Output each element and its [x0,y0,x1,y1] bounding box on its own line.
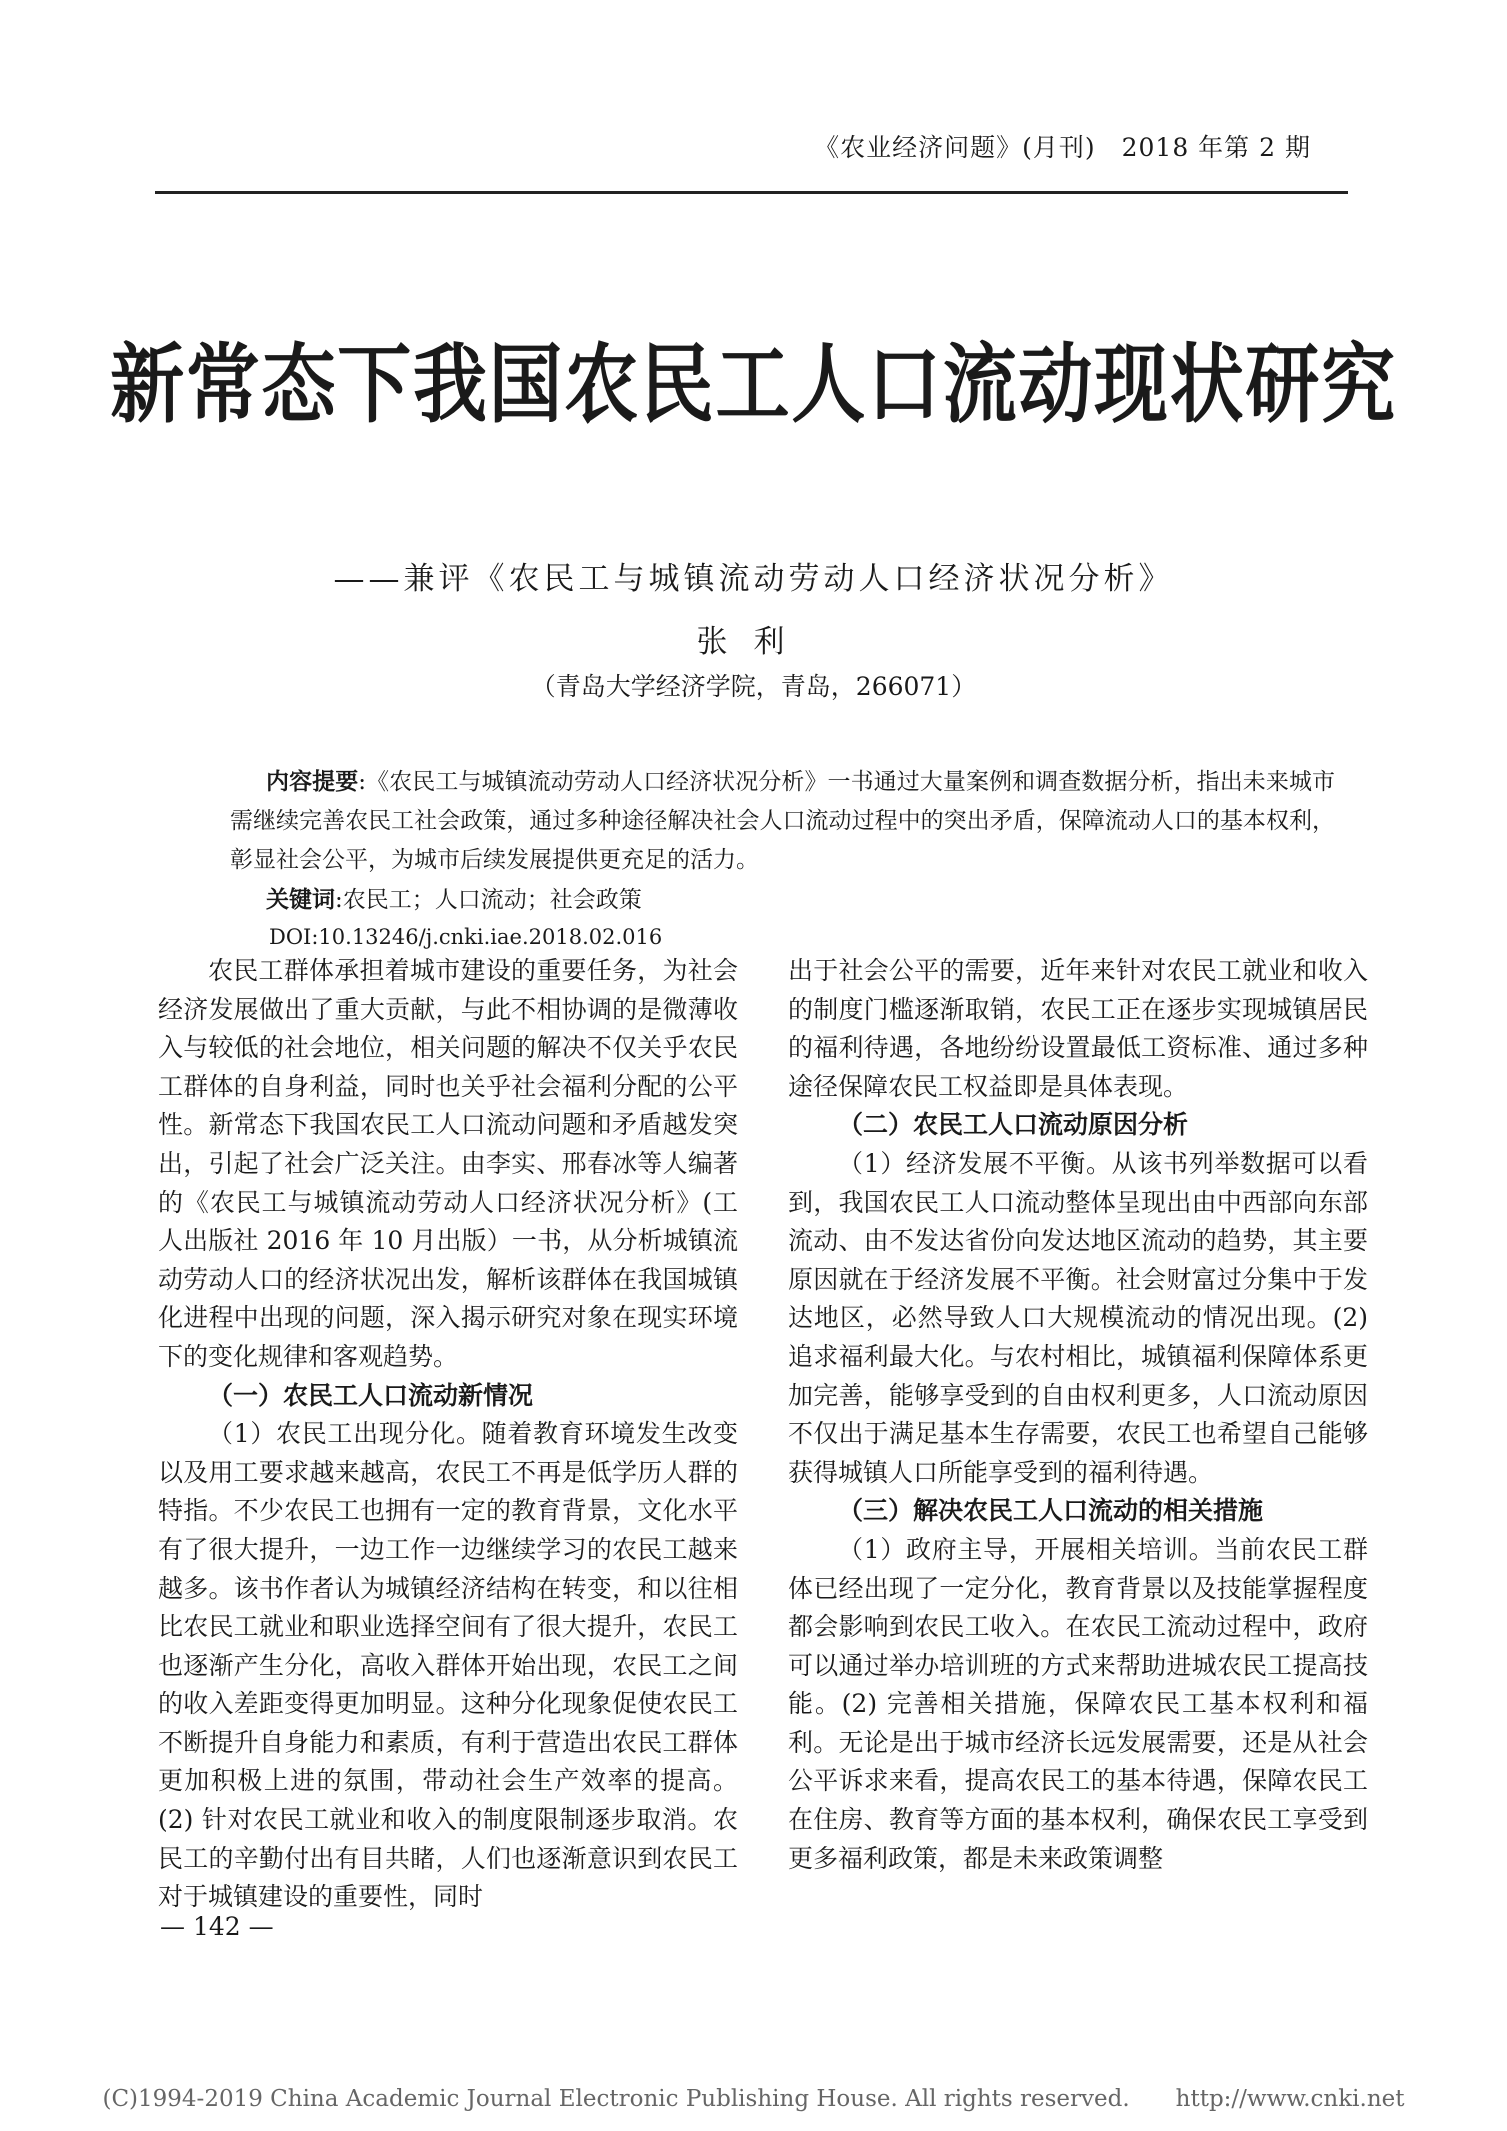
keywords [266,881,642,914]
body-paragraph: （1）农民工出现分化。随着教育环境发生改变以及用工要求越来越高，农民工不再是低学历人群的特指。不少农民工也拥有一定的教育背景，文化水平有了很大提升，一边工作一边继续学习的农民工越来越多。该书作者认为城镇经济结构在转变，和以往相比农民工就业和职业选择空间有了很大提升，农民工也逐渐产生分化，高收入群体开始出现，农民工之间的收入差距变得更加明显。这种分化现象促使农民工不断提升自身能力和素质，有利于营造出农民工群体更加积极上进的氛围，带动社会生产效率的提高。(2) 针对农民工就业和收入的制度限制逐步取消。农民工的辛勤付出有目共睹，人们也逐渐意识到农民工对于城镇建设的重要性，同时 [158,1419,738,1912]
abstract [230,763,1335,880]
left-column [158,952,738,1917]
page-number: — 142 — [160,1912,274,1941]
abstract-text: :《农民工与城镇流动劳动人口经济状况分析》一书通过大量案例和调查数据分析，指出未来城市需继续完善农民工社会政策，通过多种途径解决社会人口流动过程中的突出矛盾，保障流动人口的基本权利，彰显社会公平，为城市后续发展提供更充足的活力。 [230,769,1336,873]
body-paragraph: （1）政府主导，开展相关培训。当前农民工群体已经出现了一定分化，教育背景以及技能掌握程度都会影响到农民工收入。在农民工流动过程中，政府可以通过举办培训班的方式来帮助进城农民工提高技能。(2) 完善相关措施，保障农民工基本权利和福利。无论是出于城市经济长远发展需要，还是从社会公平诉求来看，提高农民工的基本待遇，保障农民工在住房、教育等方面的基本权利，确保农民工享受到更多福利政策，都是未来政策调整 [788,1534,1368,1873]
body-paragraph: （1）经济发展不平衡。从该书列举数据可以看到，我国农民工人口流动整体呈现出由中西部向东部流动、由不发达省份向发达地区流动的趋势，其主要原因就在于经济发展不平衡。社会财富过分集中于发达地区，必然导致人口大规模流动的情况出现。(2) 追求福利最大化。与农村相比，城镇福利保障体系更加完善，能够享受到的自由权利更多，人口流动原因不仅出于满足基本生存需要，农民工也希望自己能够获得城镇人口所能享受到的福利待遇。 [788,1148,1368,1487]
section-heading: （二）农民工人口流动原因分析 [838,1110,1189,1140]
keywords-text: :农民工；人口流动；社会政策 [335,887,642,913]
header-rule [155,191,1348,194]
right-column [788,952,1368,1878]
copyright-footer: (C)1994-2019 China Academic Journal Electronic Publishing House. All rights reserved. http://www.cnki.net [102,2086,1405,2112]
keywords-label: 关键词 [266,887,335,913]
abstract-label: 内容提要 [266,769,359,795]
section-heading: （三）解决农民工人口流动的相关措施 [838,1496,1264,1526]
section-heading: （一）农民工人口流动新情况 [208,1380,534,1410]
journal-header: 《农业经济问题》(月刊) 2018 年第 2 期 [814,133,1311,162]
author-name: 张利 [696,624,811,660]
doi: DOI:10.13246/j.cnki.iae.2018.02.016 [269,925,663,949]
body-paragraph: 出于社会公平的需要，近年来针对农民工就业和收入的制度门槛逐渐取销，农民工正在逐步实现城镇居民的福利待遇，各地纷纷设置最低工资标准、通过多种途径保障农民工权益即是具体表现。 [788,956,1368,1101]
author-affiliation: （青岛大学经济学院，青岛，266071） [530,672,977,701]
body-paragraph: 农民工群体承担着城市建设的重要任务，为社会经济发展做出了重大贡献，与此不相协调的是微薄收入与较低的社会地位，相关问题的解决不仅关乎农民工群体的自身利益，同时也关乎社会福利分配的公平性。新常态下我国农民工人口流动问题和矛盾越发突出，引起了社会广泛关注。由李实、邢春冰等人编著的《农民工与城镇流动劳动人口经济状况分析》(工人出版社 2016 年 10 月出版）一书，从分析城镇流动劳动人口的经济状况出发，解析该群体在我国城镇化进程中出现的问题，深入揭示研究对象在现实环境下的变化规律和客观趋势。 [158,956,738,1371]
article-title: 新常态下我国农民工人口流动现状研究 [110,335,1397,435]
article-subtitle: ——兼评《农民工与城镇流动劳动人口经济状况分析》 [333,561,1174,597]
